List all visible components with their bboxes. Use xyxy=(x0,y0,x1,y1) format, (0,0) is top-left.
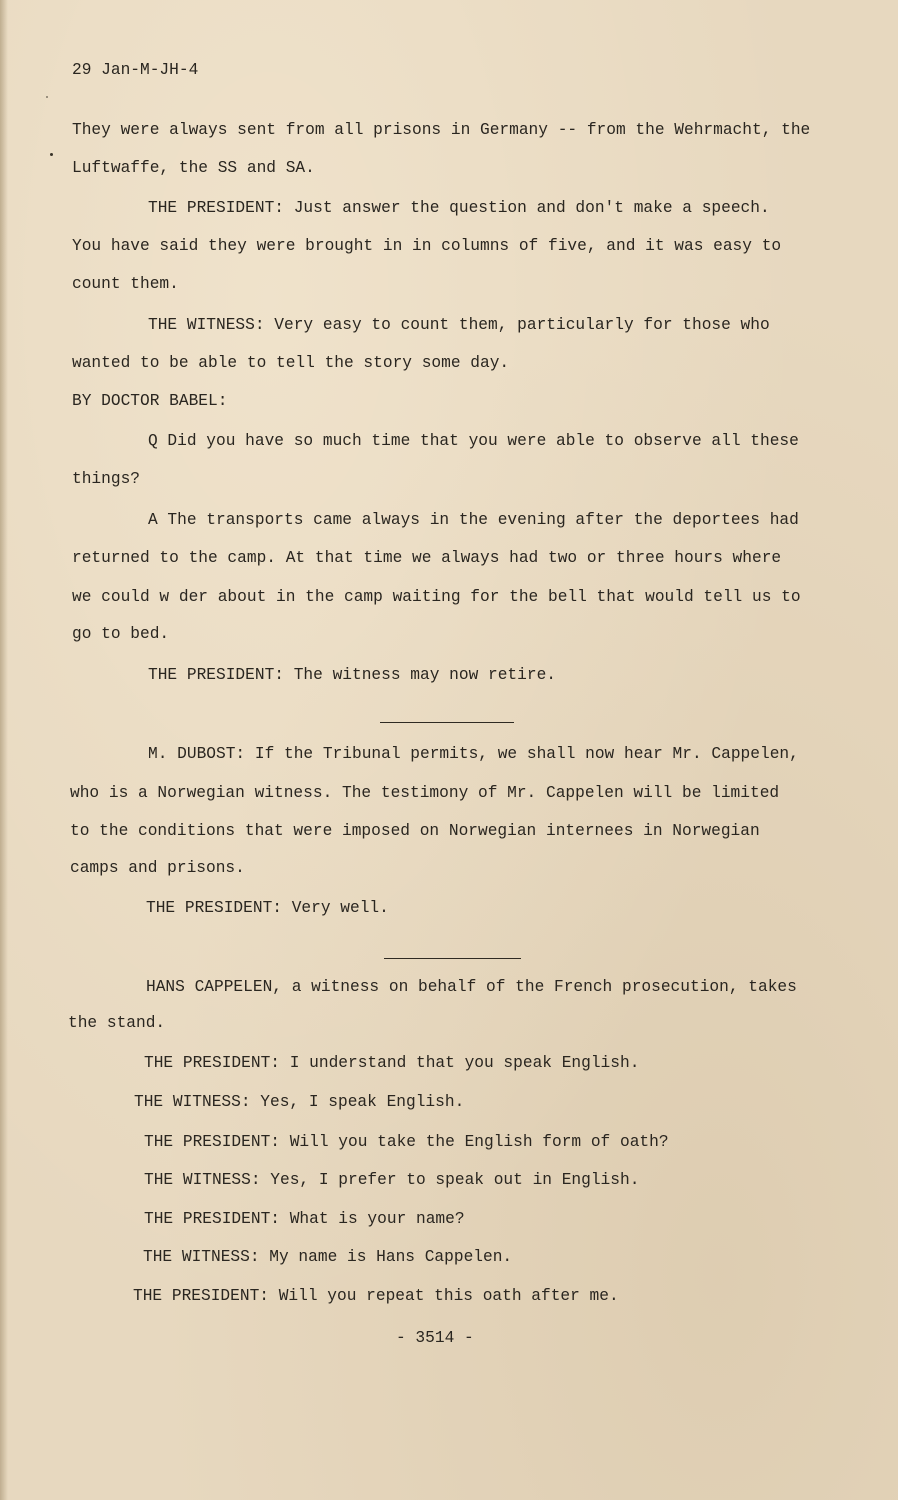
text-line: THE PRESIDENT: Will you take the English form of oath? xyxy=(144,1133,669,1151)
text-line: THE PRESIDENT: I understand that you speak English. xyxy=(144,1054,640,1072)
text-line: You have said they were brought in in columns of five, and it was easy to xyxy=(72,237,782,255)
text-line: BY DOCTOR BABEL: xyxy=(72,392,228,410)
text-line: go to bed. xyxy=(72,625,170,643)
text-line: A The transports came always in the evening after the deportees had xyxy=(148,511,799,529)
page-edge-shadow xyxy=(0,0,8,1500)
text-line: Luftwaffe, the SS and SA. xyxy=(72,159,315,177)
section-divider xyxy=(380,722,514,723)
text-line: They were always sent from all prisons in Germany -- from the Wehrmacht, the xyxy=(72,121,811,139)
text-line: THE WITNESS: My name is Hans Cappelen. xyxy=(143,1248,513,1266)
text-line: who is a Norwegian witness. The testimony of Mr. Cappelen will be limited xyxy=(70,784,780,802)
text-line: THE PRESIDENT: What is your name? xyxy=(144,1210,465,1228)
paper-speck xyxy=(46,96,48,98)
text-line: THE PRESIDENT: Very well. xyxy=(146,899,389,917)
text-line: the stand. xyxy=(68,1014,166,1032)
text-line: wanted to be able to tell the story some day. xyxy=(72,354,510,372)
section-divider xyxy=(384,958,521,959)
text-line: we could w der about in the camp waiting for the bell that would tell us to xyxy=(72,588,801,606)
paper-speck xyxy=(50,153,53,156)
text-line: THE WITNESS: Yes, I speak English. xyxy=(134,1093,465,1111)
text-line: THE PRESIDENT: The witness may now retire. xyxy=(148,666,556,684)
text-line: camps and prisons. xyxy=(70,859,245,877)
text-line: THE WITNESS: Very easy to count them, particularly for those who xyxy=(148,316,770,334)
page-number: - 3514 - xyxy=(396,1329,474,1347)
text-line: Q Did you have so much time that you were able to observe all these xyxy=(148,432,799,450)
text-line: returned to the camp. At that time we always had two or three hours where xyxy=(72,549,782,567)
text-line: THE WITNESS: Yes, I prefer to speak out in English. xyxy=(144,1171,640,1189)
text-line: THE PRESIDENT: Just answer the question and don't make a speech. xyxy=(148,199,770,217)
text-line: HANS CAPPELEN, a witness on behalf of the French prosecution, takes xyxy=(146,978,797,996)
text-line: things? xyxy=(72,470,140,488)
text-line: to the conditions that were imposed on Norwegian internees in Norwegian xyxy=(70,822,760,840)
page-reference: 29 Jan-M-JH-4 xyxy=(72,61,199,79)
text-line: count them. xyxy=(72,275,179,293)
text-line: M. DUBOST: If the Tribunal permits, we shall now hear Mr. Cappelen, xyxy=(148,745,799,763)
text-line: THE PRESIDENT: Will you repeat this oath after me. xyxy=(133,1287,619,1305)
